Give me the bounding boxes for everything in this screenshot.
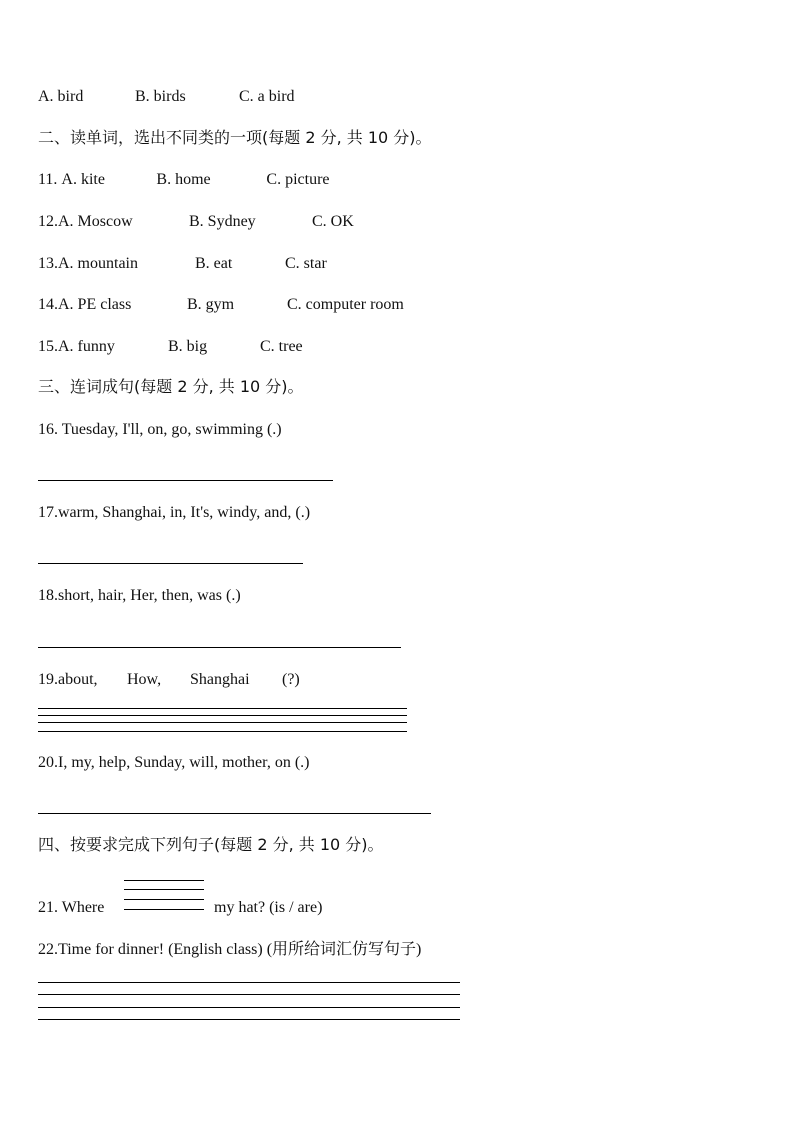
q19-word-3: Shanghai: [190, 671, 250, 688]
q19-answer-line-3: [38, 722, 407, 723]
q15-option-b: B. big: [168, 338, 208, 355]
question-18: 18.short, hair, Her, then, was (.): [38, 587, 241, 604]
question-14: [38, 295, 404, 315]
q12-number: 12.: [38, 213, 58, 230]
q13-option-a: A. mountain: [58, 255, 138, 272]
q19-number: 19.: [38, 671, 58, 688]
section4-title: 四、按要求完成下列句子(每题 2 分, 共 10 分)。: [38, 835, 384, 854]
q18-answer-line: [38, 647, 401, 648]
question-22: 22.Time for dinner! (English class) (用所给词汇仿写句子): [38, 941, 422, 958]
q13-option-b: B. eat: [195, 255, 233, 272]
q10-option-a: A. bird: [38, 88, 84, 105]
q19-word-4: (?): [282, 671, 300, 688]
q10-options: [38, 87, 295, 107]
question-15: [38, 337, 303, 357]
q19-word-1: about,: [58, 671, 98, 688]
q14-option-c: C. computer room: [287, 296, 404, 313]
question-12: [38, 212, 354, 232]
q21-blank-line-4: [124, 909, 204, 910]
q11-option-a: A. kite: [61, 171, 105, 188]
q15-number: 15.: [38, 338, 58, 355]
q11-option-b: B. home: [156, 171, 211, 188]
q14-option-a: A. PE class: [58, 296, 132, 313]
question-17: 17.warm, Shanghai, in, It's, windy, and, (.): [38, 504, 311, 521]
q16-answer-line: [38, 480, 333, 481]
q22-answer-line-4: [38, 1019, 460, 1020]
q19-answer-line-4: [38, 731, 407, 732]
q15-option-c: C. tree: [260, 338, 303, 355]
q12-option-c: C. OK: [312, 213, 354, 230]
question-20: 20.I, my, help, Sunday, will, mother, on (.): [38, 754, 310, 771]
q17-answer-line: [38, 563, 303, 564]
section3-title: 三、连词成句(每题 2 分, 共 10 分)。: [38, 377, 304, 396]
q21-blank-line-3: [124, 899, 204, 900]
question-21: [38, 898, 322, 918]
q19-word-2: How,: [127, 671, 162, 688]
q11-number: 11.: [38, 171, 62, 188]
q14-option-b: B. gym: [187, 296, 235, 313]
q20-answer-line: [38, 813, 431, 814]
q21-blank-line-1: [124, 880, 204, 881]
q10-option-b: B. birds: [135, 88, 186, 105]
question-11: [38, 170, 330, 190]
q13-number: 13.: [38, 255, 58, 272]
q21-text-after: my hat? (is / are): [214, 899, 323, 916]
q22-answer-line-1: [38, 982, 460, 983]
q19-answer-line-1: [38, 708, 407, 709]
q12-option-a: A. Moscow: [58, 213, 133, 230]
q14-number: 14.: [38, 296, 58, 313]
q22-answer-line-2: [38, 994, 460, 995]
q15-option-a: A. funny: [58, 338, 115, 355]
q13-option-c: C. star: [285, 255, 327, 272]
question-16: 16. Tuesday, I'll, on, go, swimming (.): [38, 421, 282, 438]
q12-option-b: B. Sydney: [189, 213, 256, 230]
q11-option-c: C. picture: [266, 171, 330, 188]
q21-blank-line-2: [124, 889, 204, 890]
q22-answer-line-3: [38, 1007, 460, 1008]
question-19: [38, 670, 300, 690]
q10-option-c: C. a bird: [239, 88, 295, 105]
q21-text-before: 21. Where: [38, 899, 105, 916]
q19-answer-line-2: [38, 715, 407, 716]
question-13: [38, 254, 327, 274]
section2-title: 二、读单词，选出不同类的一项(每题 2 分, 共 10 分)。: [38, 128, 432, 147]
